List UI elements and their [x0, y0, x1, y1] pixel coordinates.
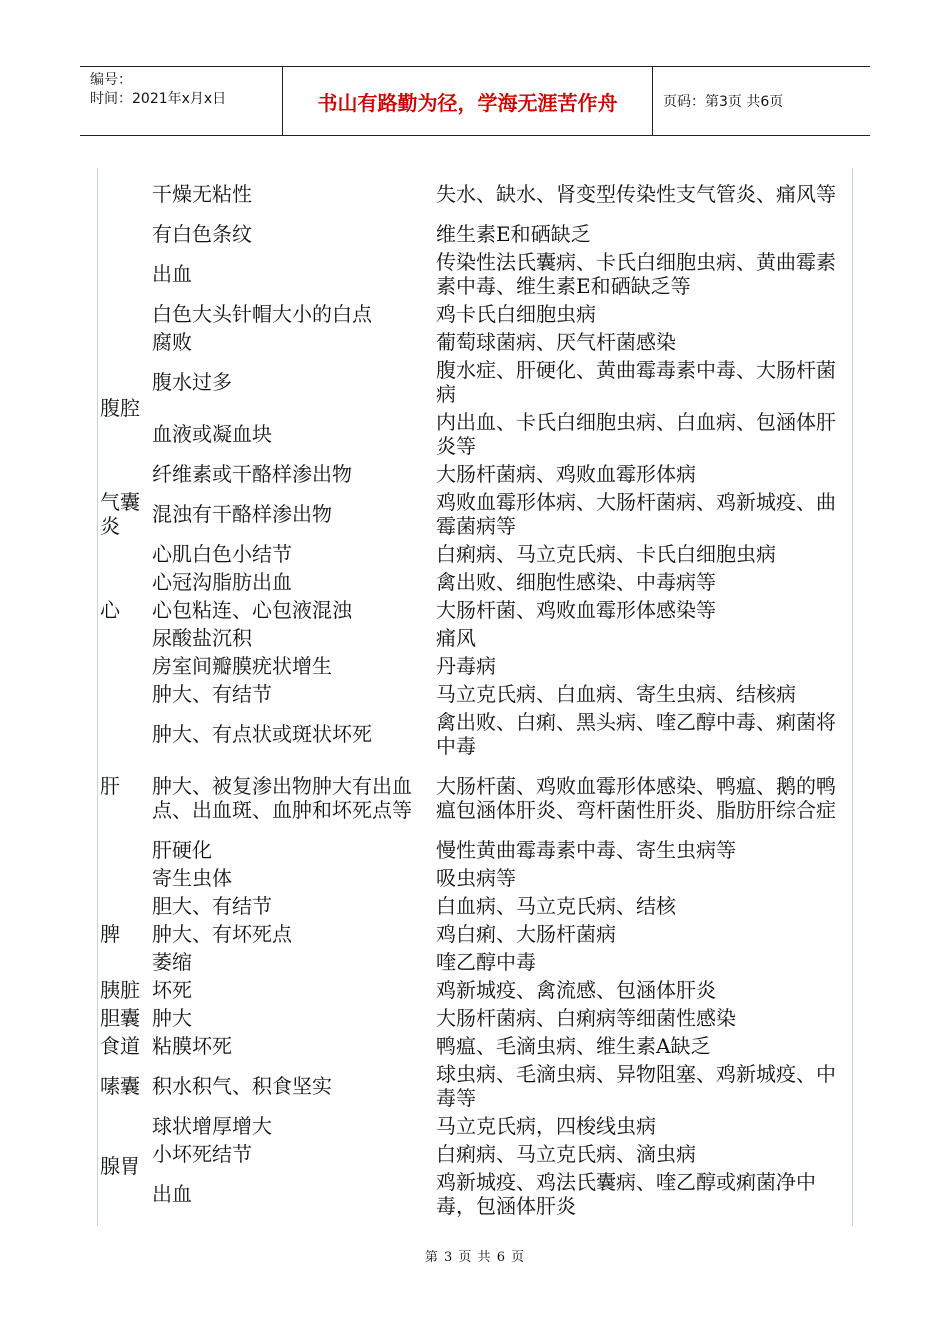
- table-row: [152, 300, 852, 328]
- lesion-cell: 寄生虫体: [152, 866, 232, 890]
- disease-cell: 大肠杆菌、鸡败血霉形体感染、鸭瘟、鹅的鸭瘟包涵体肝炎、弯杆菌性肝炎、脂肪肝综合症: [436, 774, 836, 822]
- lesion-cell: 肿大、有结节: [152, 682, 272, 706]
- disease-cell: 大肠杆菌、鸡败血霉形体感染等: [436, 598, 716, 622]
- organ-group: [98, 168, 852, 328]
- disease-cell: 丹毒病: [436, 654, 496, 678]
- table-row: [152, 976, 852, 1004]
- lesion-cell: 球状增厚增大: [152, 1114, 272, 1138]
- organ-label: [98, 168, 152, 328]
- organ-label: 气囊炎: [100, 490, 140, 538]
- disease-cell: 禽出败、细胞性感染、中毒病等: [436, 570, 716, 594]
- organ-group: [98, 1032, 852, 1060]
- organ-group: [98, 976, 852, 1004]
- disease-cell: 马立克氏病，四梭线虫病: [436, 1114, 656, 1138]
- table-row: [152, 568, 852, 596]
- header-page-number: 页码：第3页 共6页: [663, 94, 784, 110]
- disease-cell: 大肠杆菌病、鸡败血霉形体病: [436, 462, 696, 486]
- organ-group: [98, 1004, 852, 1032]
- table-row: [152, 460, 852, 488]
- document-number-label: 编号：: [90, 72, 132, 88]
- header-motto: 书山有路勤为径，学海无涯苦作舟: [283, 67, 653, 135]
- lesion-cell: 心冠沟脂肪出血: [152, 570, 292, 594]
- lesion-cell: 纤维素或干酪样渗出物: [152, 462, 352, 486]
- lesion-cell: 肿大、被复渗出物肿大有出血点、出血斑、血肿和坏死点等: [152, 774, 412, 822]
- organ-rows: [152, 328, 852, 488]
- disease-cell: 鸭瘟、毛滴虫病、维生素A缺乏: [436, 1034, 711, 1058]
- table-row: [152, 708, 852, 760]
- organ-label: 腺胃: [100, 1154, 140, 1178]
- table-row: [152, 1140, 852, 1168]
- header-meta: [80, 67, 283, 135]
- organ-rows: [152, 892, 852, 976]
- table-row: [152, 408, 852, 460]
- table-row: [152, 680, 852, 708]
- lesion-cell: 肿大: [152, 1006, 192, 1030]
- table-row: [152, 356, 852, 408]
- table-row: [152, 1112, 852, 1140]
- organ-label: 腹腔: [100, 396, 140, 420]
- table-row: [152, 488, 852, 540]
- table-row: [152, 836, 852, 864]
- organ-label: 肝: [100, 774, 120, 798]
- lesion-cell: 肝硬化: [152, 838, 212, 862]
- disease-cell: 禽出败、白痢、黑头病、喹乙醇中毒、痢菌将中毒: [436, 710, 836, 758]
- disease-cell: 白痢病、马立克氏病、卡氏白细胞虫病: [436, 542, 776, 566]
- disease-cell: 失水、缺水、肾变型传染性支气管炎、痛风等: [436, 182, 836, 206]
- table-row: [152, 220, 852, 248]
- table-row: [152, 920, 852, 948]
- lesion-cell: 积水积气、积食坚实: [152, 1074, 332, 1098]
- lesion-cell: 出血: [152, 1182, 192, 1206]
- table-row: [152, 540, 852, 568]
- organ-rows: [152, 1004, 852, 1032]
- table-row: [152, 1004, 852, 1032]
- lesion-cell: 小坏死结节: [152, 1142, 252, 1166]
- lesion-cell: 房室间瓣膜疣状增生: [152, 654, 332, 678]
- table-row: [152, 1032, 852, 1060]
- organ-group: [98, 892, 852, 976]
- lesion-cell: 腐败: [152, 330, 192, 354]
- lesion-cell: 尿酸盐沉积: [152, 626, 252, 650]
- disease-cell: 鸡卡氏白细胞虫病: [436, 302, 596, 326]
- table-row: [152, 596, 852, 624]
- disease-cell: 马立克氏病、白血病、寄生虫病、结核病: [436, 682, 796, 706]
- lesion-cell: 坏死: [152, 978, 192, 1002]
- organ-group: [98, 680, 852, 892]
- disease-cell: 慢性黄曲霉毒素中毒、寄生虫病等: [436, 838, 736, 862]
- disease-cell: 传染性法氏囊病、卡氏白细胞虫病、黄曲霉素素中毒、维生素E和硒缺乏等: [436, 250, 836, 298]
- disease-cell: 白血病、马立克氏病、结核: [436, 894, 676, 918]
- table-row: [152, 1060, 852, 1112]
- table-row: [152, 864, 852, 892]
- organ-group: [98, 1060, 852, 1112]
- table-row: [152, 624, 852, 652]
- lesion-cell: 出血: [152, 262, 192, 286]
- page-footer: 第 3 页 共 6 页: [424, 1250, 526, 1265]
- disease-cell: 维生素E和硒缺乏: [436, 222, 591, 246]
- lesion-cell: 萎缩: [152, 950, 192, 974]
- disease-cell: 鸡败血霉形体病、大肠杆菌病、鸡新城疫、曲霉菌病等: [436, 490, 836, 538]
- lesion-cell: 白色大头针帽大小的白点: [152, 302, 372, 326]
- lesion-cell: 腹水过多: [152, 370, 232, 394]
- lesion-cell: 肿大、有坏死点: [152, 922, 292, 946]
- organ-rows: [152, 540, 852, 680]
- lesion-cell: 有白色条纹: [152, 222, 252, 246]
- lesion-disease-table: [97, 168, 853, 1226]
- organ-rows: [152, 168, 852, 328]
- organ-rows: [152, 1112, 852, 1220]
- lesion-cell: 混浊有干酪样渗出物: [152, 502, 332, 526]
- disease-cell: 鸡白痢、大肠杆菌病: [436, 922, 616, 946]
- organ-rows: [152, 1060, 852, 1112]
- table-row: [152, 892, 852, 920]
- disease-cell: 球虫病、毛滴虫病、异物阻塞、鸡新城疫、中毒等: [436, 1062, 836, 1110]
- table-row: [152, 248, 852, 300]
- page-header: [80, 66, 870, 136]
- table-row: [152, 948, 852, 976]
- organ-label: 胰脏: [100, 978, 140, 1002]
- disease-cell: 痛风: [436, 626, 476, 650]
- disease-cell: 吸虫病等: [436, 866, 516, 890]
- disease-cell: 鸡新城疫、鸡法氏囊病、喹乙醇或痢菌净中毒，包涵体肝炎: [436, 1170, 816, 1218]
- lesion-cell: 肿大、有点状或斑状坏死: [152, 722, 372, 746]
- table-row: [152, 760, 852, 836]
- organ-group: [98, 328, 852, 488]
- lesion-cell: 粘膜坏死: [152, 1034, 232, 1058]
- lesion-cell: 干燥无粘性: [152, 182, 252, 206]
- organ-label: 嗉囊: [100, 1074, 140, 1098]
- disease-cell: 鸡新城疫、禽流感、包涵体肝炎: [436, 978, 716, 1002]
- organ-group: [98, 1112, 852, 1220]
- disease-cell: 白痢病、马立克氏病、滴虫病: [436, 1142, 696, 1166]
- lesion-cell: 胆大、有结节: [152, 894, 272, 918]
- organ-label: 脾: [100, 922, 120, 946]
- lesion-cell: 血液或凝血块: [152, 422, 272, 446]
- organ-label: 心: [100, 598, 120, 622]
- disease-cell: 大肠杆菌病、白痢病等细菌性感染: [436, 1006, 736, 1030]
- organ-rows: [152, 1032, 852, 1060]
- organ-rows: [152, 976, 852, 1004]
- table-row: [152, 328, 852, 356]
- table-row: [152, 1168, 852, 1220]
- lesion-cell: 心包粘连、心包液混浊: [152, 598, 352, 622]
- organ-group: [98, 540, 852, 680]
- organ-rows: [152, 680, 852, 892]
- disease-cell: 葡萄球菌病、厌气杆菌感染: [436, 330, 676, 354]
- organ-rows: [152, 488, 852, 540]
- disease-cell: 内出血、卡氏白细胞虫病、白血病、包涵体肝炎等: [436, 410, 836, 458]
- document-date-label: 时间：2021年x月x日: [90, 91, 227, 107]
- disease-cell: 喹乙醇中毒: [436, 950, 536, 974]
- table-row: [152, 652, 852, 680]
- organ-label: 胆囊: [100, 1006, 140, 1030]
- organ-group: [98, 488, 852, 540]
- organ-label: 食道: [100, 1034, 140, 1058]
- table-row: [152, 168, 852, 220]
- lesion-cell: 心肌白色小结节: [152, 542, 292, 566]
- disease-cell: 腹水症、肝硬化、黄曲霉毒素中毒、大肠杆菌病: [436, 358, 836, 406]
